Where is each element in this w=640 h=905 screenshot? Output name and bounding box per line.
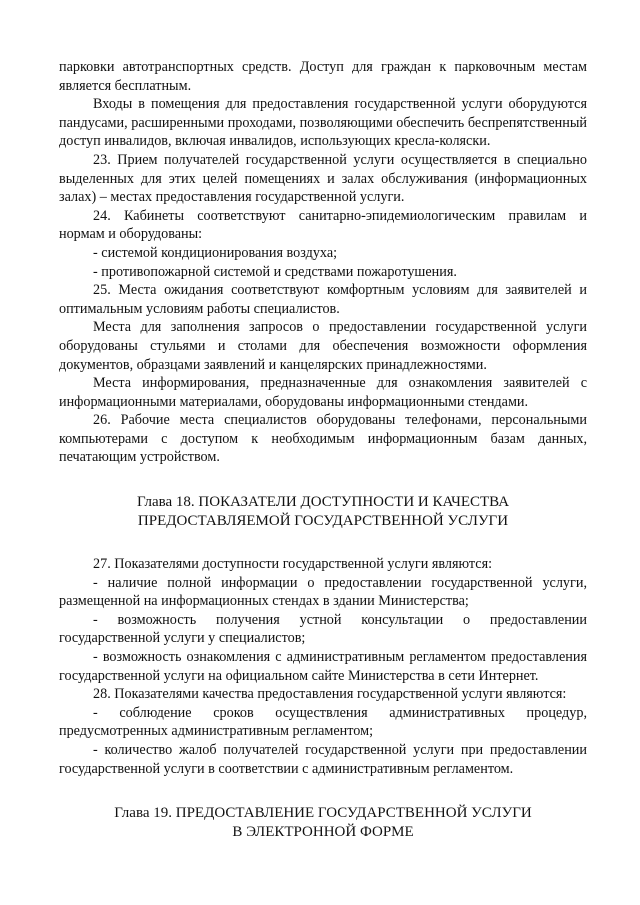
paragraph-information-places: Места информирования, предназначенные для ознакомления заявителей с информационными материалами, оборудованы информационными стендами.	[59, 375, 587, 410]
chapter-18-heading	[59, 493, 587, 531]
paragraph-25: 25. Места ожидания соответствуют комфортным условиям для заявителей и оптимальным условиям работы специалистов.	[59, 282, 587, 317]
list-item-oral-consultation: - возможность получения устной консультации о предоставлении государственной услуги у специалистов;	[59, 611, 587, 647]
chapter-18-title-line1: Глава 18. ПОКАЗАТЕЛИ ДОСТУПНОСТИ И КАЧЕСТВА	[136, 494, 510, 511]
list-item-regulation-online: - возможность ознакомления с административным регламентом предоставления государственной услуги на официальном сайте Министерства в сети Интернет.	[59, 649, 587, 684]
list-item-fire-safety: - противопожарной системой и средствами пожаротушения.	[93, 263, 457, 280]
paragraph-24: 24. Кабинеты соответствуют санитарно-эпидемиологическим правилам и нормам и оборудованы:	[59, 207, 587, 243]
paragraph-26: 26. Рабочие места специалистов оборудованы телефонами, персональными компьютерами с доступом к необходимым информационным базам данных, печатающим устройством.	[59, 412, 587, 466]
list-item-deadlines: - соблюдение сроков осуществления административных процедур, предусмотренных административным регламентом;	[59, 704, 587, 740]
chapter-19-title-line1: Глава 19. ПРЕДОСТАВЛЕНИЕ ГОСУДАРСТВЕННОЙ УСЛУГИ	[114, 805, 532, 822]
paragraph-entrances: Входы в помещения для предоставления государственной услуги оборудуются пандусами, расширенными проходами, позволяющими обеспечить беспрепятственный доступ инвалидов, включая инвалидов, использующих кресла-коляски.	[59, 96, 587, 150]
chapter-19-title-line2: В ЭЛЕКТРОННОЙ ФОРМЕ	[232, 824, 414, 841]
paragraph-request-places: Места для заполнения запросов о предоставлении государственной услуги оборудованы стульями и столами для обеспечения возможности оформления документов, образцами заявлений и канцелярских принадлежностями.	[59, 319, 587, 373]
paragraph-27: 27. Показателями доступности государственной услуги являются:	[93, 556, 493, 573]
chapter-19-heading	[59, 804, 587, 842]
chapter-18-title-line2: ПРЕДОСТАВЛЯЕМОЙ ГОСУДАРСТВЕННОЙ УСЛУГИ	[137, 513, 509, 530]
page-content	[59, 58, 587, 842]
list-item-full-information: - наличие полной информации о предоставлении государственной услуги, размещенной на информационных стендах в здании Министерства;	[59, 574, 587, 610]
paragraph-23: 23. Прием получателей государственной услуги осуществляется в специально выделенных для этих целей помещениях и залах обслуживания (информационных залах) – местах предоставления государственной услуги.	[59, 151, 587, 206]
paragraph-continuation: парковки автотранспортных средств. Доступ для граждан к парковочным местам является бесплатным.	[59, 59, 587, 94]
list-item-conditioning: - системой кондиционирования воздуха;	[93, 244, 338, 261]
paragraph-28: 28. Показателями качества предоставления государственной услуги являются:	[93, 686, 567, 703]
list-item-complaints: - количество жалоб получателей государственной услуги при предоставлении государственной услуги в соответствии с административным регламентом.	[59, 742, 587, 777]
